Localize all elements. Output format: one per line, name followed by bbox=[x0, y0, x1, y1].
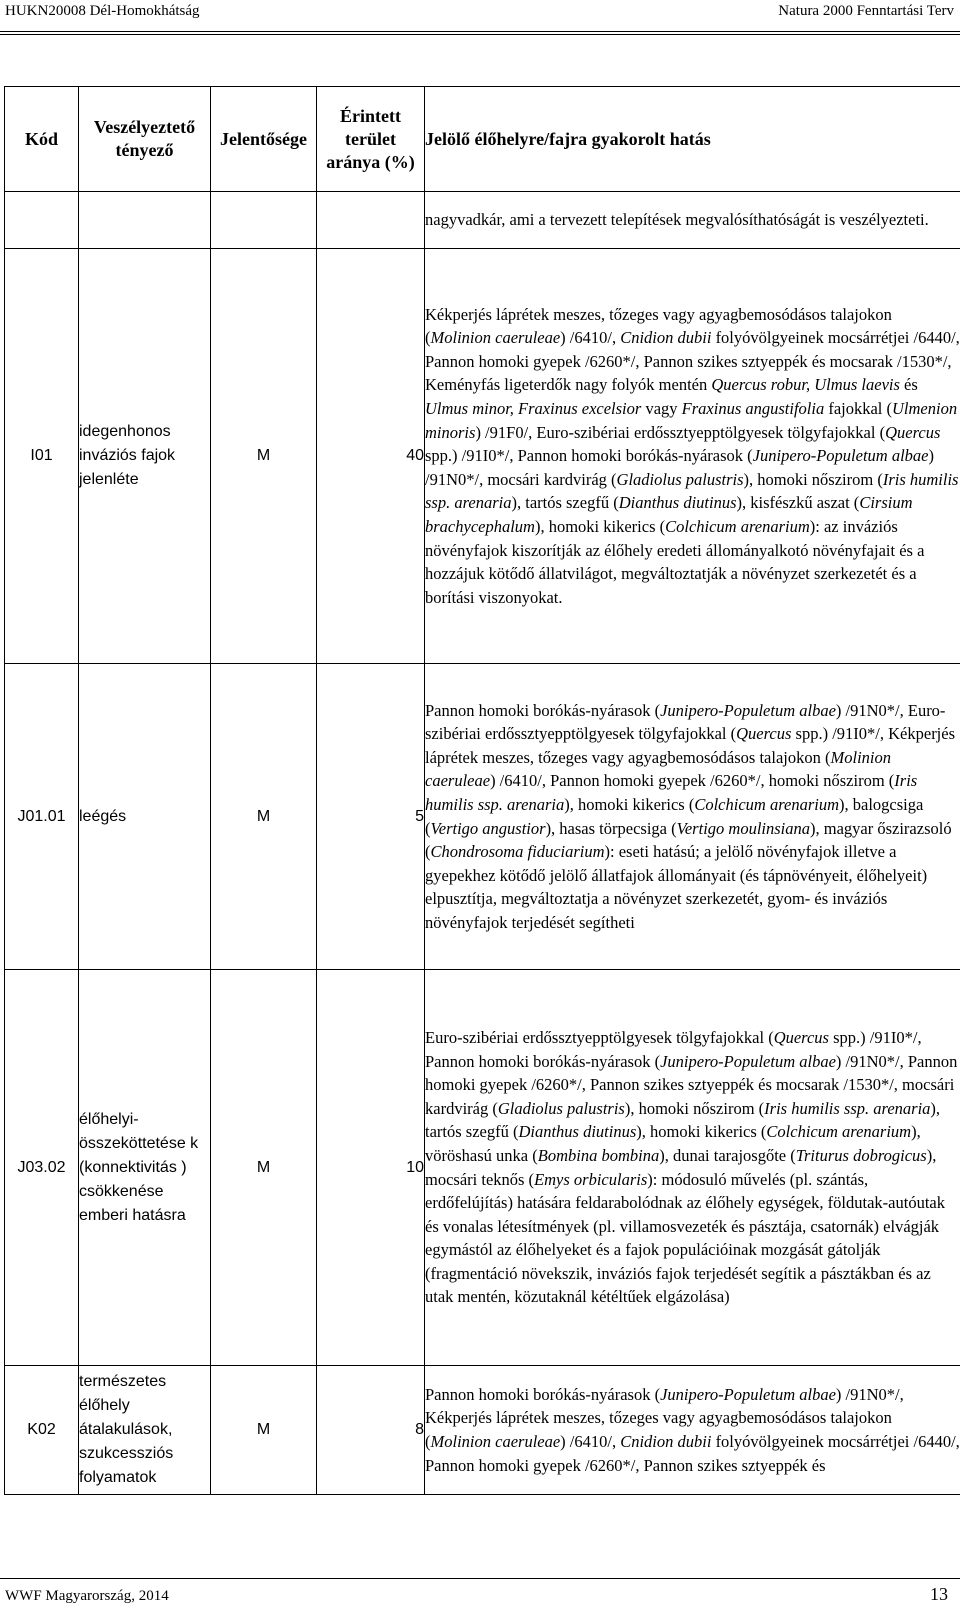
effect-text: ), homoki kikerics ( bbox=[636, 1122, 767, 1142]
header-document-id: HUKN20008 Dél-Homokhátság bbox=[5, 3, 200, 19]
species-name-italic: Dianthus diutinus bbox=[518, 1122, 637, 1142]
effect-text: ), vöröshasú unka ( bbox=[425, 1122, 921, 1165]
table-row bbox=[5, 249, 960, 664]
effect-text: fajokkal ( bbox=[824, 399, 893, 419]
species-name-italic: Dianthus diutinus bbox=[618, 493, 737, 513]
species-name-italic: Junipero-Populetum albae bbox=[752, 446, 929, 466]
effect-text: ), magyar őszirazsoló ( bbox=[425, 818, 952, 862]
effect-text: vagy bbox=[641, 399, 682, 419]
species-name-italic: Bombina bombina bbox=[537, 1145, 660, 1165]
species-name-italic: Colchicum arenarium bbox=[665, 516, 810, 536]
threat-code: K02 bbox=[5, 1366, 79, 1495]
column-header-area: Érintett terület aránya (%) bbox=[317, 87, 425, 192]
species-name-italic: Junipero-Populetum albae bbox=[660, 700, 836, 720]
threat-effect bbox=[425, 664, 960, 970]
effect-text: ): az inváziós növényfajok kiszorítják az élőhely eredeti állományalkotó növényfajait és a hozzájuk kötődő állatvilágot, megváltoztatják a növényzet szerkezetét és a borítási viszonyokat. bbox=[425, 516, 925, 607]
effect-text: Pannon homoki borókás-nyárasok ( bbox=[425, 1384, 661, 1404]
species-name-italic: Gladiolus palustris bbox=[497, 1098, 625, 1118]
page-number: 13 bbox=[930, 1584, 948, 1604]
threat-factor: élőhelyi-összeköttetése k (konnektivitás ) csökkenése emberi hatásra bbox=[79, 970, 211, 1366]
threat-significance: M bbox=[211, 1366, 317, 1495]
effect-text: ): módosuló művelés (pl. szántás, erdőfelújítás) hatására feldarabolódnak az élőhely egységek, földutak-autóutak és vonalas létesítmények (pl. villamosvezeték és pásztája, csatornák) elvágják egymástól az élőhelyeket és a fajok populációinak mozgását gátolják (fragmentáció növekszik, inváziós fajok terjedését segítik a pásztákban és az utak mentén, közutaknál kétéltűek elgázolása) bbox=[425, 1169, 945, 1307]
effect-text: ) /91F0/, Euro-szibériai erdőssztyepptölgyesek tölgyfajokkal ( bbox=[475, 422, 886, 442]
effect-text: ) /6410/, Pannon homoki gyepek /6260*/, homoki nőszirom ( bbox=[490, 771, 895, 791]
effect-text: ), dunai tarajosgőte ( bbox=[659, 1145, 796, 1165]
species-name-italic: Emys orbicularis bbox=[534, 1169, 648, 1189]
species-name-italic: Triturus dobrogicus bbox=[795, 1145, 927, 1165]
threat-effect bbox=[425, 970, 960, 1366]
species-name-italic: Cnidion dubii bbox=[620, 1432, 712, 1451]
species-name-italic: Quercus bbox=[736, 724, 792, 744]
species-name-italic: Fraxinus angustifolia bbox=[681, 399, 825, 419]
table-header-row bbox=[5, 87, 960, 192]
table-row bbox=[5, 1366, 960, 1495]
species-name-italic: Junipero-Populetum albae bbox=[660, 1384, 836, 1404]
species-name-italic: Ulmenion minoris bbox=[425, 399, 958, 442]
threat-code: J01.01 bbox=[5, 664, 79, 970]
header-rule bbox=[0, 31, 960, 32]
species-name-italic: Iris humilis ssp. arenaria bbox=[425, 771, 918, 814]
effect-text: ) /91N0*/, Pannon homoki gyepek /6260*/, Pannon szikes sztyeppék és mocsarak /1530*/, mocsári kardvirág ( bbox=[425, 1051, 958, 1118]
effect-text: ) /6410/, bbox=[560, 1432, 621, 1451]
species-name-italic: Colchicum arenarium bbox=[766, 1122, 912, 1142]
effect-text: ) /91N0*/, Euro-szibériai erdőssztyepptölgyesek tölgyfajokkal ( bbox=[425, 700, 946, 744]
species-name-italic: Colchicum arenarium bbox=[694, 794, 840, 814]
threat-effect bbox=[425, 1366, 960, 1495]
effect-text: spp.) /91I0*/, Pannon homoki borókás-nyárasok ( bbox=[425, 1027, 922, 1071]
effect-text: spp.) /91I0*/, Pannon homoki borókás-nyárasok ( bbox=[425, 446, 753, 466]
effect-text: ), kisfészkű aszat ( bbox=[736, 493, 860, 513]
species-name-italic: Quercus bbox=[885, 422, 941, 442]
threat-code: J03.02 bbox=[5, 970, 79, 1366]
species-name-italic: Quercus bbox=[773, 1027, 829, 1047]
threat-significance: M bbox=[211, 664, 317, 970]
species-name-italic: Vertigo angustior bbox=[430, 818, 546, 838]
effect-text: Euro-szibériai erdőssztyepptölgyesek tölgyfajokkal ( bbox=[425, 1027, 774, 1047]
species-name-italic: Vertigo moulinsiana bbox=[676, 818, 810, 838]
column-header-code: Kód bbox=[5, 87, 79, 192]
table-row-continuation bbox=[5, 192, 960, 249]
effect-text: ), mocsári teknős ( bbox=[425, 1145, 937, 1189]
species-name-italic: Chondrosoma fiduciarium bbox=[430, 842, 605, 862]
species-name-italic: Gladiolus palustris bbox=[616, 469, 744, 489]
species-name-italic: Molinion caeruleae bbox=[430, 328, 561, 348]
threat-area-percent: 5 bbox=[317, 664, 425, 970]
species-name-italic: Molinion caeruleae bbox=[425, 747, 891, 791]
species-name-italic: Iris humilis ssp. arenaria bbox=[764, 1098, 931, 1118]
threat-factor: leégés bbox=[79, 664, 211, 970]
effect-text: ) /91N0*/, Kékperjés láprétek meszes, tőzeges vagy agyagbemosódásos talajokon ( bbox=[425, 1384, 904, 1451]
species-name-italic: Quercus robur, Ulmus laevis bbox=[711, 375, 900, 395]
effect-text: Kékperjés láprétek meszes, tőzeges vagy agyagbemosódásos talajokon ( bbox=[425, 304, 892, 348]
threat-significance: M bbox=[211, 249, 317, 664]
species-name-italic: Junipero-Populetum albae bbox=[660, 1051, 836, 1071]
continuation-code-cell bbox=[5, 192, 79, 249]
effect-text: folyóvölgyeinek mocsárrétjei /6440/, Pannon homoki gyepek /6260*/, Pannon szikes sztyeppék és bbox=[425, 1432, 960, 1475]
continuation-effect-cell: nagyvadkár, ami a tervezett telepítések megvalósíthatóságát is veszélyezteti. bbox=[425, 192, 960, 249]
effect-text: Pannon homoki borókás-nyárasok ( bbox=[425, 700, 661, 720]
effect-text: folyóvölgyeinek mocsárrétjei /6440/, Pannon homoki gyepek /6260*/, Pannon szikes sztyeppék és mocsarak /1530*/, Keményfás ligeterdők nagy folyók mentén bbox=[425, 328, 960, 395]
threat-factor: természetes élőhely átalakulások, szukcessziós folyamatok bbox=[79, 1366, 211, 1495]
threat-area-percent: 8 bbox=[317, 1366, 425, 1495]
threat-code: I01 bbox=[5, 249, 79, 664]
effect-text: ), tartós szegfű ( bbox=[511, 493, 619, 513]
footer-rule bbox=[0, 1578, 960, 1579]
header-rule-secondary bbox=[0, 34, 960, 35]
threat-area-percent: 10 bbox=[317, 970, 425, 1366]
effect-text: ) /91N0*/, mocsári kardvirág ( bbox=[425, 446, 934, 489]
species-name-italic: Molinion caeruleae bbox=[430, 1432, 561, 1451]
effect-text: ): eseti hatású; a jelölő növényfajok illetve a gyepekhez kötődő jelölő állatfajok állományait (és tápnövényeit, élőhelyeit) elpusztítja, megváltoztatja a növényzet szerkezetét, gyom- és inváziós növényfajok terjedését segítheti bbox=[425, 842, 928, 932]
column-header-effect: Jelölő élőhelyre/fajra gyakorolt hatás bbox=[425, 87, 960, 192]
species-name-italic: Ulmus minor, Fraxinus excelsior bbox=[425, 399, 642, 419]
effect-text: ), homoki kikerics ( bbox=[564, 794, 695, 814]
column-header-significance: Jelentősége bbox=[211, 87, 317, 192]
threat-effect bbox=[425, 249, 960, 664]
effect-text: ), balogcsiga ( bbox=[425, 794, 924, 838]
species-name-italic: Cirsium brachycephalum bbox=[425, 493, 913, 536]
continuation-area-cell bbox=[317, 192, 425, 249]
effect-text: és bbox=[899, 375, 918, 395]
table-row bbox=[5, 970, 960, 1366]
threat-significance: M bbox=[211, 970, 317, 1366]
threat-table bbox=[4, 86, 960, 1495]
continuation-significance-cell bbox=[211, 192, 317, 249]
header-document-title: Natura 2000 Fenntartási Terv bbox=[778, 3, 954, 19]
continuation-factor-cell bbox=[79, 192, 211, 249]
species-name-italic: Iris humilis ssp. arenaria bbox=[425, 469, 959, 513]
column-header-factor: Veszélyeztető tényező bbox=[79, 87, 211, 192]
effect-text: ), homoki kikerics ( bbox=[534, 516, 666, 536]
threat-factor: idegenhonos inváziós fajok jelenléte bbox=[79, 249, 211, 664]
footer-publisher: WWF Magyarország, 2014 bbox=[5, 1588, 169, 1604]
page-header bbox=[0, 0, 960, 34]
effect-text: ), homoki nőszirom ( bbox=[624, 1098, 765, 1118]
effect-text: spp.) /91I0*/, Kékperjés láprétek meszes, tőzeges vagy agyagbemosódásos talajokon ( bbox=[425, 724, 956, 767]
table-row bbox=[5, 664, 960, 970]
effect-text: ), tartós szegfű ( bbox=[425, 1098, 941, 1142]
effect-text: ), homoki nőszirom ( bbox=[743, 469, 883, 489]
effect-text: ), hasas törpecsiga ( bbox=[545, 818, 677, 838]
threat-area-percent: 40 bbox=[317, 249, 425, 664]
species-name-italic: Cnidion dubii bbox=[620, 328, 712, 348]
effect-text: ) /6410/, bbox=[560, 328, 621, 348]
